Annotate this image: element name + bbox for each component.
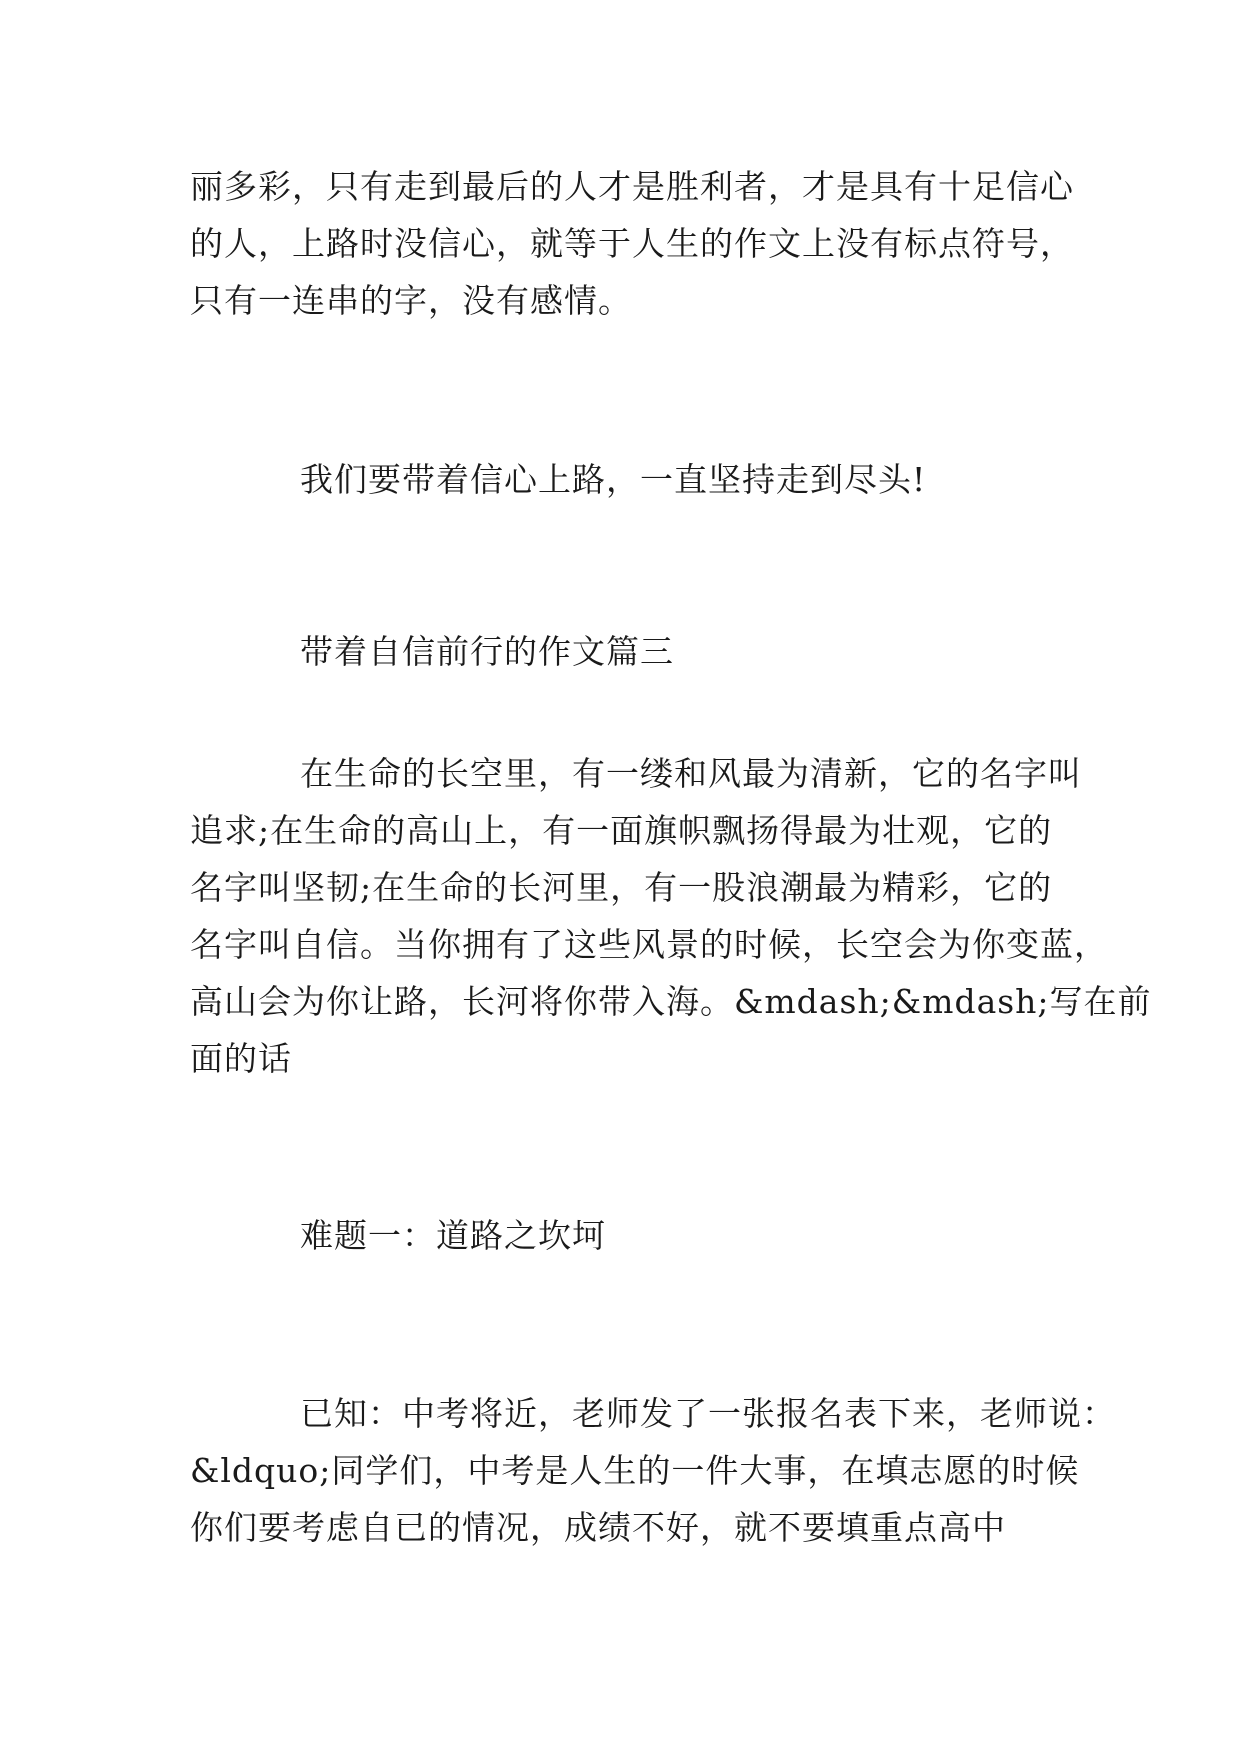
paragraph-4-line-6: 面的话: [190, 1039, 292, 1078]
paragraph-4-line-3: 名字叫坚韧;在生命的长河里，有一股浪潮最为精彩，它的: [190, 868, 1053, 907]
section-heading: 带着自信前行的作文篇三: [300, 632, 674, 671]
paragraph-2-line-1: 我们要带着信心上路，一直坚持走到尽头!: [300, 460, 927, 499]
paragraph-1-line-3: 只有一连串的字，没有感情。: [190, 281, 632, 320]
paragraph-1-line-2: 的人，上路时没信心，就等于人生的作文上没有标点符号，: [190, 224, 1074, 263]
paragraph-4-line-4: 名字叫自信。当你拥有了这些风景的时候，长空会为你变蓝，: [190, 925, 1108, 964]
paragraph-4-line-5: 高山会为你让路，长河将你带入海。&mdash;&mdash;写在前: [190, 982, 1152, 1021]
paragraph-6-line-3: 你们要考虑自已的情况，成绩不好，就不要填重点高中: [190, 1508, 1006, 1547]
paragraph-6-line-1: 已知：中考将近，老师发了一张报名表下来，老师说：: [300, 1394, 1116, 1433]
problem-heading: 难题一：道路之坎坷: [300, 1216, 606, 1255]
paragraph-1-line-1: 丽多彩，只有走到最后的人才是胜利者，才是具有十足信心: [190, 167, 1074, 206]
paragraph-6-line-2: &ldquo;同学们，中考是人生的一件大事，在填志愿的时候: [190, 1451, 1080, 1490]
paragraph-4-line-2: 追求;在生命的高山上，有一面旗帜飘扬得最为壮观，它的: [190, 811, 1053, 850]
paragraph-4-line-1: 在生命的长空里，有一缕和风最为清新，它的名字叫: [300, 754, 1082, 793]
